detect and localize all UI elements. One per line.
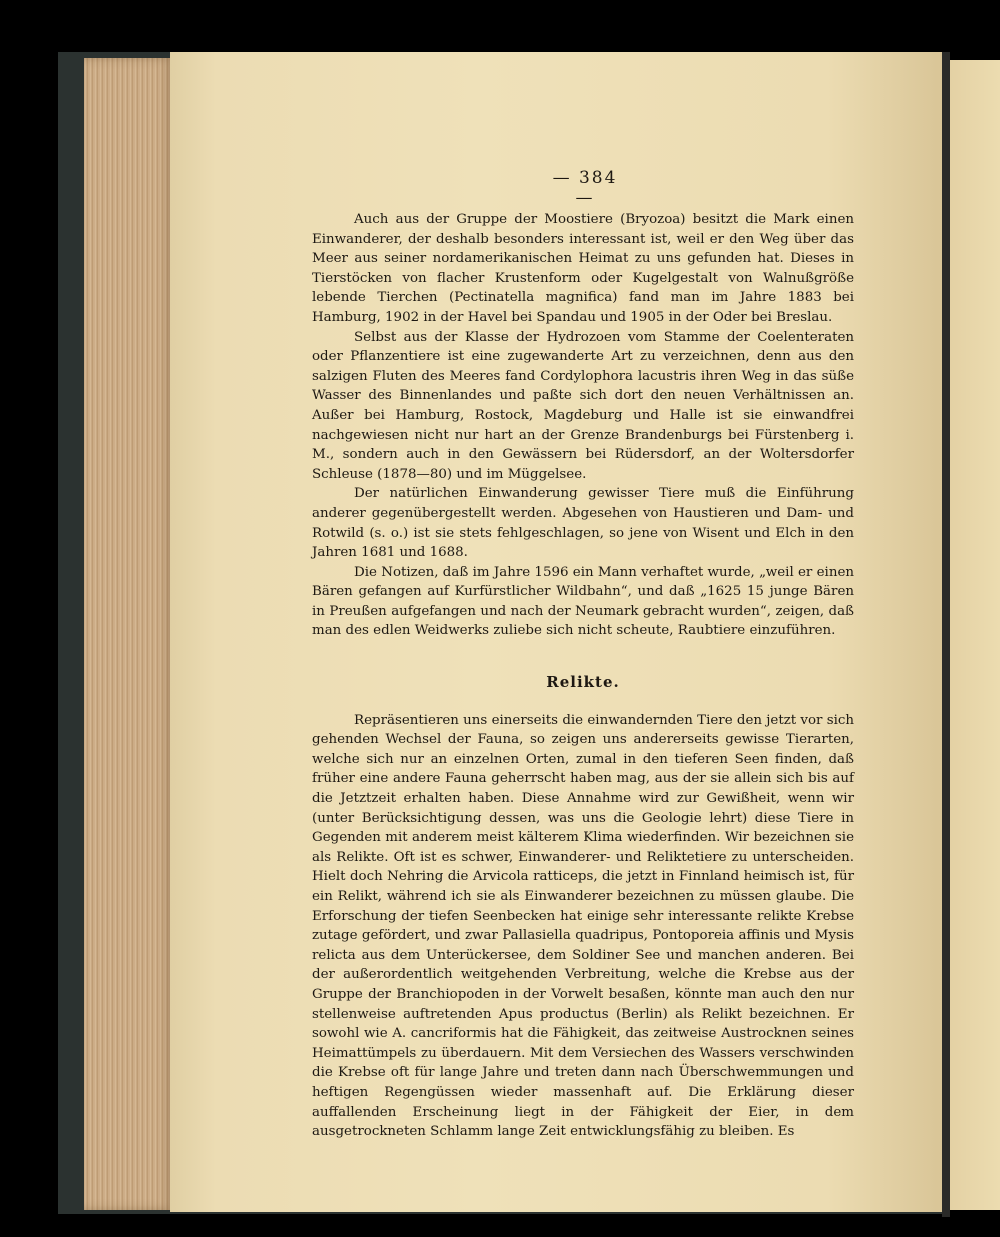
- paragraph: Auch aus der Gruppe der Moostiere (Bryozoa) besitzt die Mark einen Einwanderer, der deshalb besonders interessant ist, weil er den Weg über das Meer aus seiner nordamerikanischen Heimat zu uns gefunden hat. Dieses in Tierstöcken von flacher Krustenform oder Kugelgestalt von Walnußgröße lebende Tierchen (Pectinatella magnifica) fand man im Jahre 1883 bei Hamburg, 1902 in der Havel bei Spandau und 1905 in der Oder bei Breslau.: [312, 212, 854, 325]
- spine-gap: [942, 52, 950, 1217]
- page-edges: [84, 58, 174, 1210]
- paragraph: Repräsentieren uns einerseits die einwandernden Tiere den jetzt vor sich gehenden Wechsel der Fauna, so zeigen uns andererseits gewisse Tierarten, welche sich nur an einzelnen Orten, zumal in den tieferen Seen finden, daß früher eine andere Fauna geherrscht haben mag, aus der sie allein sich bis auf die Jetztzeit erhalten haben. Diese Annahme wird zur Gewißheit, wenn wir (unter Berücksichtigung dessen, was uns die Geologie lehrt) diese Tiere in Gegenden mit anderem meist kälterem Klima wiederfinden. Wir bezeichnen sie als Relikte. Oft ist es schwer, Einwanderer- und Reliktetiere zu unterscheiden. Hielt doch Nehring die Arvicola ratticeps, die jetzt in Finnland heimisch ist, für ein Relikt, während ich sie als Einwanderer bezeichnen zu müssen glaube. Die Erforschung der tiefen Seenbecken hat einige sehr interessante relikte Krebse zutage gefördert, und zwar Pallasiella quadripus, Pontoporeia affinis und Mysis relicta aus dem Unterückersee, dem Soldiner See und manchen anderen. Bei der außerordentlich weitgehenden Verbreitung, welche die Krebse aus der Gruppe der Branchiopoden in der Vorwelt besaßen, könnte man auch den nur stellenweise auftretenden Apus productus (Berlin) als Relikt bezeichnen. Er sowohl wie A. cancriformis hat die Fähigkeit, das zeitweise Austrocknen seines Heimattümpels zu überdauern. Mit dem Versiechen des Wassers verschwinden die Krebse oft für lange Jahre und treten dann nach Überschwemmungen und heftigen Regengüssen wieder massenhaft auf. Die Erklärung dieser auffallenden Erscheinung liegt in der Fähigkeit der Eier, in dem ausgetrockneten Schlamm lange Zeit entwicklungsfähig zu bleiben. Es: [312, 712, 854, 1140]
- paragraph: Selbst aus der Klasse der Hydrozoen vom Stamme der Coelenteraten oder Pflanzentiere ist eine zugewanderte Art zu verzeichnen, denn aus den salzigen Fluten des Meeres fand Cordylophora lacustris ihren Weg in das süße Wasser des Binnenlandes und paßte sich dort den neuen Verhältnissen an. Außer bei Hamburg, Rostock, Magdeburg und Halle ist sie einwandfrei nachgewiesen nicht nur hart an der Grenze Brandenburgs bei Fürstenberg i. M., sondern auch in den Gewässern bei Rüdersdorf, an der Woltersdorfer Schleuse (1878—80) und im Müggelsee.: [312, 329, 854, 482]
- paragraph: Die Notizen, daß im Jahre 1596 ein Mann verhaftet wurde, „weil er einen Bären gefangen auf Kurfürstlicher Wildbahn“, und daß „1625 15 junge Bären in Preußen aufgefangen und nach der Neumark gebracht wurden“, zeigen, daß man des edlen Weidwerks zuliebe sich nicht scheute, Raubtiere einzuführen.: [312, 564, 854, 639]
- paragraph: Der natürlichen Einwanderung gewisser Tiere muß die Einführung anderer gegenübergestellt werden. Abgesehen von Haustieren und Dam- und Rotwild (s. o.) ist sie stets fehlgeschlagen, so jene von Wisent und Elch in den Jahren 1681 und 1688.: [312, 486, 854, 561]
- body-text: [312, 210, 854, 1142]
- section-heading: Relikte.: [546, 673, 620, 692]
- page-number: — 384 —: [552, 168, 618, 208]
- facing-page-edge: [950, 60, 1000, 1210]
